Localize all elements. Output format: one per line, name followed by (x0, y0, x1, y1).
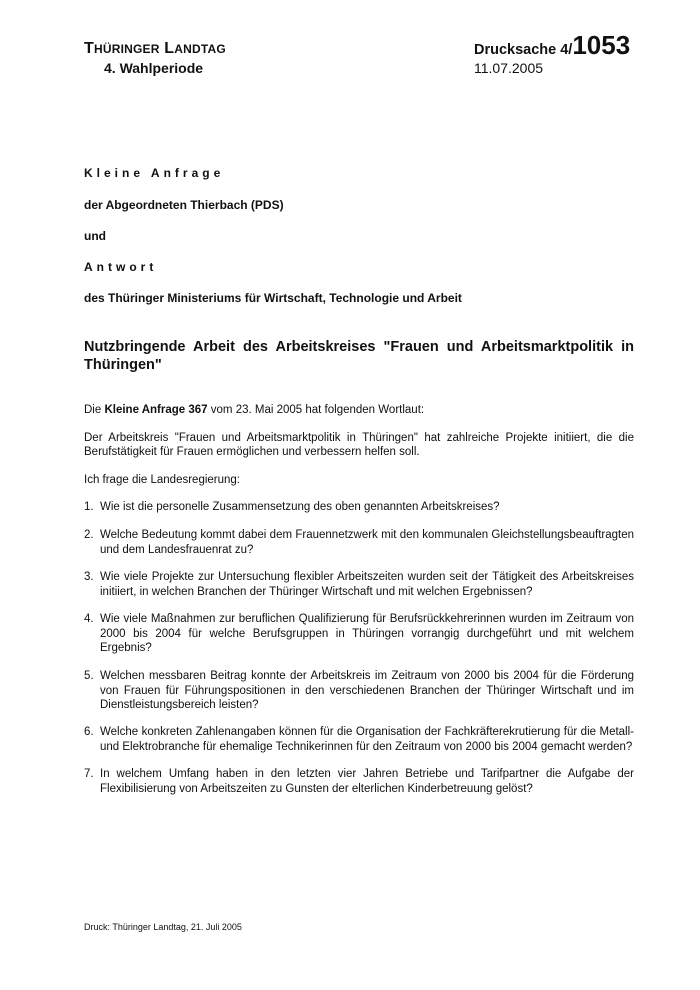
question-item: 2. Welche Bedeutung kommt dabei dem Frauennetzwerk mit den kommunalen Gleichstellungsbeauftragten und dem Landesfrauenrat zu? (84, 529, 634, 556)
frage-intro: Ich frage die Landesregierung: (84, 474, 240, 486)
question-item: 3. Wie viele Projekte zur Untersuchung flexibler Arbeitszeiten wurden seit der Tätigkeit des Arbeitskreises initiiert, in welchen Branchen der Thüringer Wirtschaft und mit welchen Ergebnissen? (84, 571, 634, 598)
intro-paragraph: Der Arbeitskreis "Frauen und Arbeitsmarktpolitik in Thüringen" hat zahlreiche Projekte initiiert, die die Berufstätigkeit für Frauen ermöglichen und verbessern helfen soll. (84, 432, 634, 458)
drucksache-header (474, 30, 630, 76)
question-item: 1. Wie ist die personelle Zusammensetzung des oben genannten Arbeitskreises? (84, 501, 500, 513)
question-item: 6. Welche konkreten Zahlenangaben können für die Organisation der Fachkräfterekrutierung für die Metall- und Elektrobranche für ehemalige Technikerinnen für den Zeitraum von 2000 bis 2004 gemacht werden? (84, 726, 634, 753)
abgeordnete-line: der Abgeordneten Thierbach (PDS) (84, 198, 284, 212)
question-item: 4. Wie viele Maßnahmen zur beruflichen Qualifizierung für Berufsrückkehrerinnen wurden im Zeitraum von 2000 bis 2004 für welche Berufsgruppen in Thüringen vorrangig durchgeführt und mit welchem Ergebnis? (84, 613, 634, 654)
drucksache-label: Drucksache 4/ (474, 42, 573, 58)
und-line: und (84, 229, 106, 243)
wortlaut-line: Die Kleine Anfrage 367 vom 23. Mai 2005 hat folgenden Wortlaut: (84, 404, 425, 416)
document-date: 11.07.2005 (474, 60, 544, 76)
landtag-name: THÜRINGER LANDTAG (84, 40, 226, 57)
anfrage-number: Kleine Anfrage 367 (104, 404, 208, 416)
question-item: 7. In welchem Umfang haben in den letzten vier Jahren Betriebe und Tarifpartner die Aufgabe der Flexibilisierung von Arbeitszeiten zu Gunsten der elterlichen Kinderbetreuung gelöst? (84, 768, 634, 795)
drucksache-number: 1053 (572, 30, 631, 60)
kleine-anfrage-heading: Kleine Anfrage (84, 166, 225, 180)
document-title: Nutzbringende Arbeit des Arbeitskreises "Frauen und Arbeitsmarktpolitik in Thüringen" (84, 339, 634, 373)
question-item: 5. Welchen messbaren Beitrag konnte der Arbeitskreis im Zeitraum von 2000 bis 2004 für die Förderung von Frauen für Führungspositionen in den verschiedenen Branchen der Thüringer Wirtschaft und im Dienstleistungsbereich leisten? (84, 670, 634, 711)
wahlperiode: 4. Wahlperiode (104, 60, 204, 76)
landtag-header (84, 40, 226, 76)
print-footer: Druck: Thüringer Landtag, 21. Juli 2005 (84, 922, 242, 932)
antwort-heading: Antwort (84, 260, 158, 274)
ministerium-line: des Thüringer Ministeriums für Wirtschaft, Technologie und Arbeit (84, 291, 462, 305)
